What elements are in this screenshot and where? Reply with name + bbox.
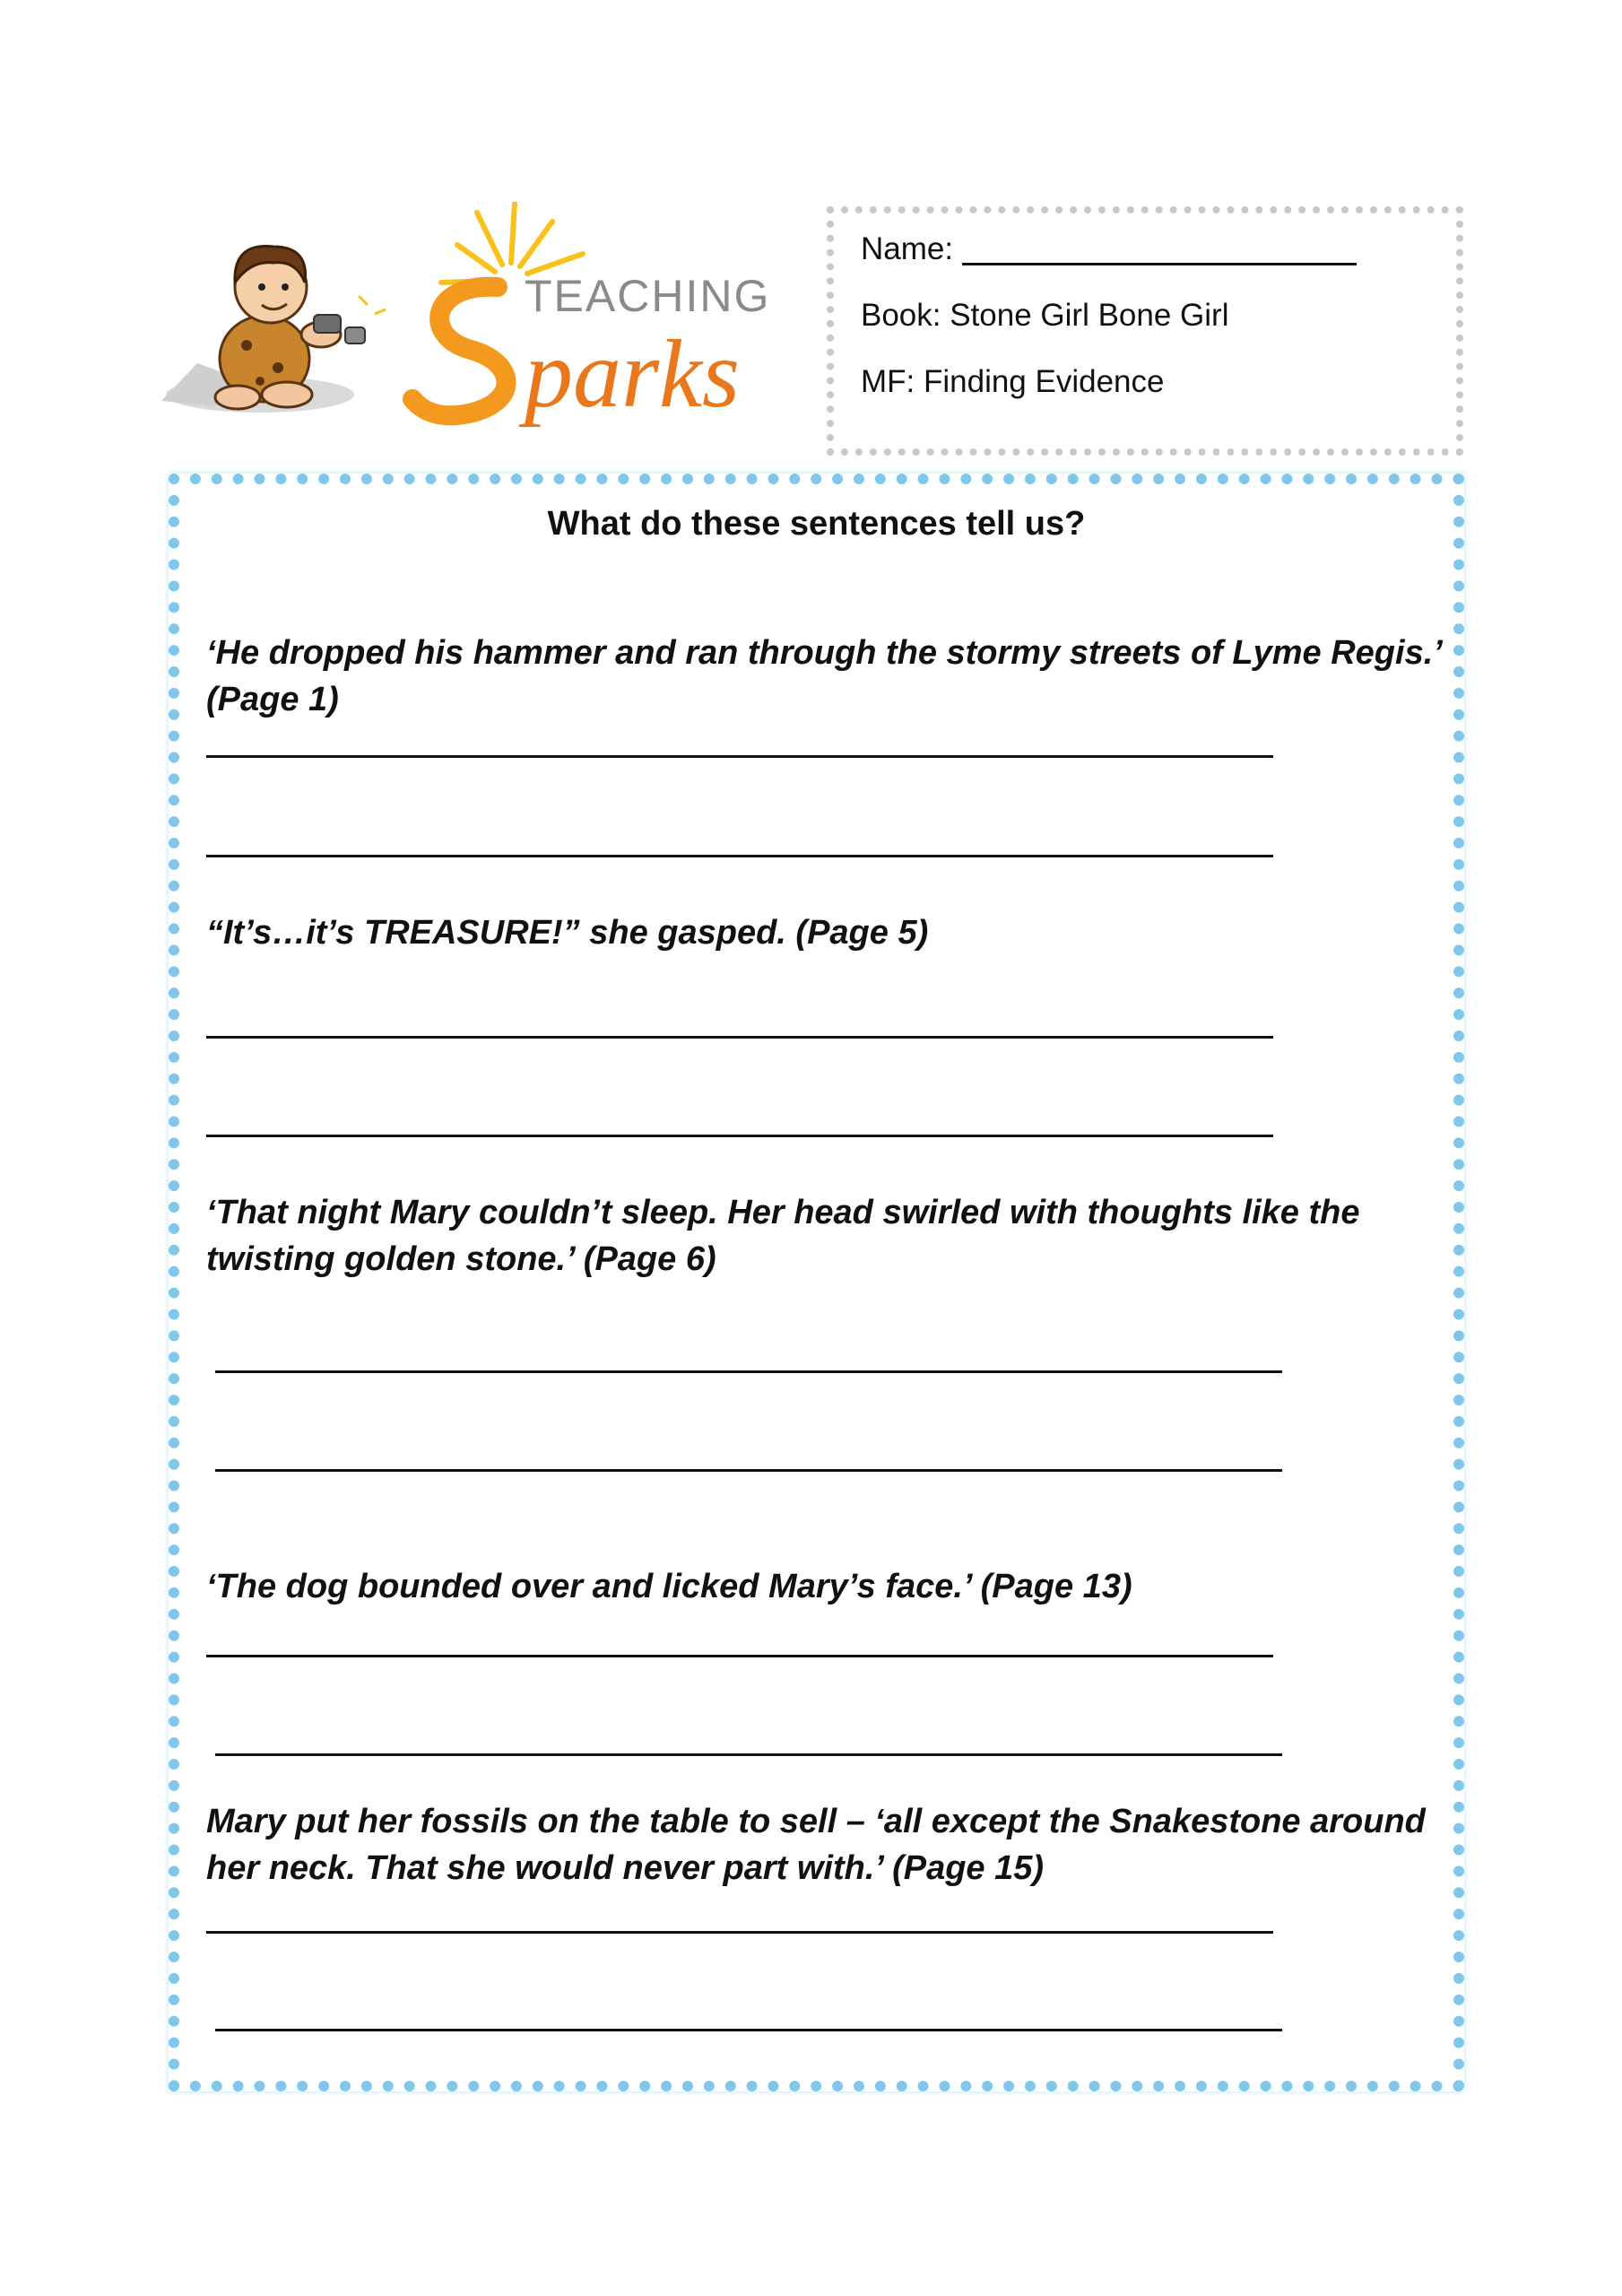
question-3-line2: twisting golden stone.’ (Page 6) [206, 1240, 716, 1278]
question-5-line2: her neck. That she would never part with.’ (Page 15) [206, 1849, 1045, 1887]
question-3 [206, 1189, 1453, 1283]
question-3-line1: ‘That night Mary couldn’t sleep. Her head swirled with thoughts like the [206, 1194, 1360, 1231]
worksheet-box [169, 474, 1464, 2092]
teaching-sparks-logo [161, 202, 771, 444]
answer-line[interactable] [215, 1753, 1282, 1756]
question-5 [206, 1798, 1453, 1892]
student-info-box [827, 206, 1463, 456]
answer-line[interactable] [206, 855, 1273, 857]
question-1-line1: ‘He dropped his hammer and ran through the stormy streets of Lyme Regis.’ [206, 634, 1443, 672]
answer-line[interactable] [206, 1655, 1273, 1657]
question-1-line2: (Page 1) [206, 681, 339, 718]
name-label: Name: [861, 231, 954, 266]
answer-line[interactable] [206, 1036, 1273, 1039]
question-4-line1: ‘The dog bounded over and licked Mary’s face.’ (Page 13) [206, 1568, 1132, 1605]
question-1 [206, 630, 1453, 723]
answer-line[interactable] [215, 1370, 1282, 1373]
caveman-icon [215, 247, 386, 410]
book-line: Book: Stone Girl Bone Girl [861, 298, 1229, 333]
question-5-line1: Mary put her fossils on the table to sell – ‘all except the Snakestone around [206, 1803, 1426, 1840]
answer-line[interactable] [206, 1135, 1273, 1137]
logo-word-sparks: parks [525, 321, 740, 428]
logo-word-teaching: TEACHING [525, 271, 771, 321]
answer-line[interactable] [215, 1469, 1282, 1472]
worksheet-heading: What do these sentences tell us? [547, 505, 1086, 543]
mf-line: MF: Finding Evidence [861, 364, 1165, 399]
name-row [861, 233, 1456, 265]
answer-line[interactable] [206, 755, 1273, 758]
logo-s-swoosh [412, 287, 507, 416]
question-2-line1: “It’s…it’s TREASURE!” she gasped. (Page 5) [206, 914, 929, 952]
question-4 [206, 1563, 1453, 1610]
question-2 [206, 909, 1453, 956]
answer-line[interactable] [206, 1931, 1273, 1934]
answer-line[interactable] [215, 2029, 1282, 2031]
name-answer-line[interactable] [962, 236, 1357, 265]
